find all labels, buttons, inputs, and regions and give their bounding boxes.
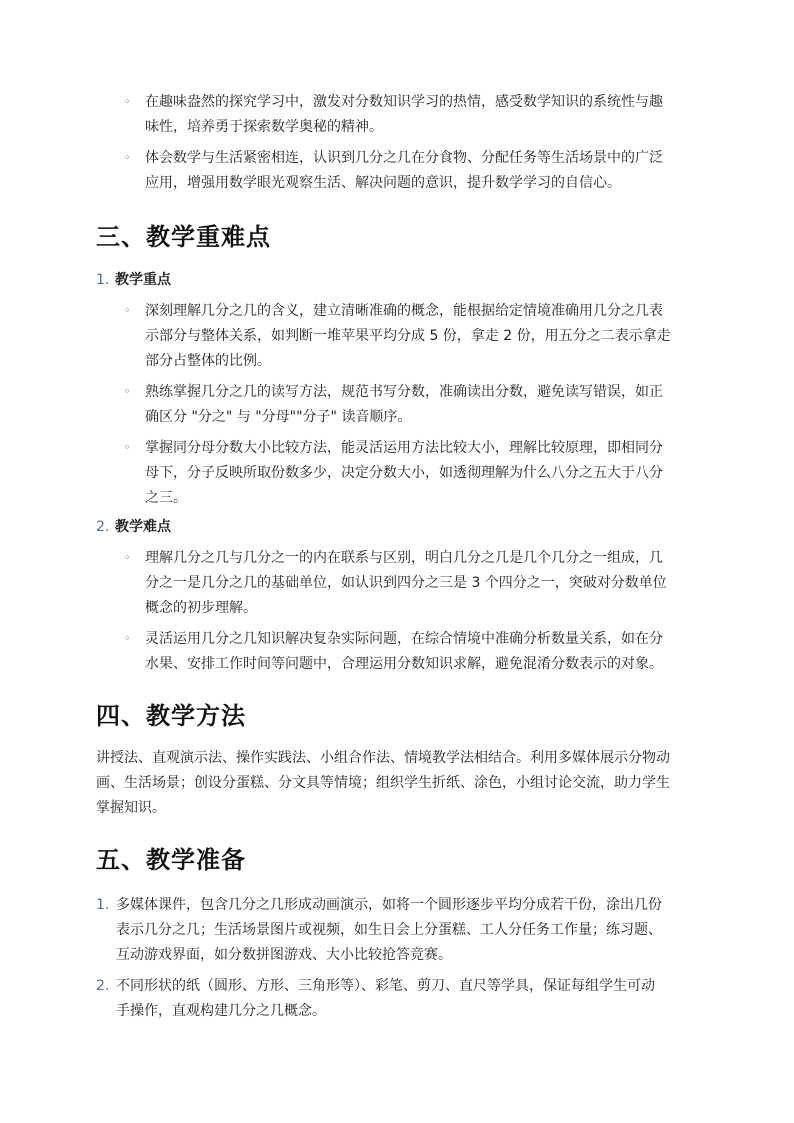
list-item-line: 手操作，直观构建几分之几概念。: [116, 1003, 326, 1019]
list-item-line: 熟练掌握几分之几的读写方法，规范书写分数，准确读出分数，避免读写错误，如正: [145, 384, 663, 400]
key-points-title: 教学重点: [115, 272, 171, 288]
difficult-points-title: 教学难点: [115, 519, 171, 535]
paragraph-line: 画、生活场景；创设分蛋糕、分文具等情境；组织学生折纸、涂色，小组讨论交流，助力学生: [96, 775, 670, 791]
list-item-line: 母下，分子反映所取份数多少，决定分数大小，如透彻理解为什么八分之五大于八分: [145, 465, 663, 481]
bullet-icon: ◦: [124, 632, 131, 645]
list-number: 1.: [96, 272, 110, 288]
paragraph-line: 掌握知识。: [96, 800, 166, 816]
list-item-line: 确区分 "分之" 与 "分母""分子" 读音顺序。: [145, 409, 412, 425]
list-item-line: 概念的初步理解。: [145, 600, 257, 616]
section-heading-4: 四、教学方法: [96, 702, 246, 730]
list-number: 2.: [96, 978, 110, 994]
bullet-icon: ◦: [124, 441, 131, 454]
list-number: 2.: [96, 519, 110, 535]
section-heading-5: 五、教学准备: [96, 846, 246, 874]
paragraph-line: 讲授法、直观演示法、操作实践法、小组合作法、情境教学法相结合。利用多媒体展示分物动: [96, 750, 670, 766]
list-item-line: 部分占整体的比例。: [145, 353, 271, 369]
list-item-line: 灵活运用几分之几知识解决复杂实际问题，在综合情境中准确分析数量关系，如在分: [145, 631, 663, 647]
list-item-line: 掌握同分母分数大小比较方法，能灵活运用方法比较大小，理解比较原理，即相同分: [145, 440, 663, 456]
list-item-line: 互动游戏界面，如分数拼图游戏、大小比较抢答竞赛。: [116, 947, 452, 963]
list-item-line: 示部分与整体关系，如判断一堆苹果平均分成 5 份，拿走 2 份，用五分之二表示拿走: [145, 328, 671, 344]
list-item-line: 深刻理解几分之几的含义，建立清晰准确的概念，能根据给定情境准确用几分之几表: [145, 303, 663, 319]
list-item-line: 味性，培养勇于探索数学奥秘的精神。: [145, 119, 383, 135]
list-item-line: 应用，增强用数学眼光观察生活、解决问题的意识，提升数学学习的自信心。: [145, 175, 621, 191]
bullet-icon: ◦: [124, 95, 131, 108]
list-item-line: 理解几分之几与几分之一的内在联系与区别，明白几分之几是几个几分之一组成，几: [145, 550, 663, 566]
list-item-line: 之三。: [145, 490, 187, 506]
list-item-line: 分之一是几分之几的基础单位，如认识到四分之三是 3 个四分之一，突破对分数单位: [145, 575, 667, 591]
list-item-line: 多媒体课件，包含几分之几形成动画演示，如将一个圆形逐步平均分成若干份，涂出几份: [116, 897, 662, 913]
list-item-line: 体会数学与生活紧密相连，认识到几分之几在分食物、分配任务等生活场景中的广泛: [145, 150, 663, 166]
list-number: 1.: [96, 897, 110, 913]
bullet-icon: ◦: [124, 304, 131, 317]
list-item-line: 表示几分之几；生活场景图片或视频，如生日会上分蛋糕、工人分任务工作量；练习题、: [116, 922, 662, 938]
list-item-line: 在趣味盎然的探究学习中，激发对分数知识学习的热情，感受数学知识的系统性与趣: [145, 94, 663, 110]
list-item-line: 不同形状的纸（圆形、方形、三角形等）、彩笔、剪刀、直尺等学具，保证每组学生可动: [116, 978, 655, 994]
bullet-icon: ◦: [124, 551, 131, 564]
section-heading-3: 三、教学重难点: [96, 223, 271, 251]
list-item-line: 水果、安排工作时间等问题中，合理运用分数知识求解，避免混淆分数表示的对象。: [145, 656, 663, 672]
bullet-icon: ◦: [124, 385, 131, 398]
bullet-icon: ◦: [124, 151, 131, 164]
